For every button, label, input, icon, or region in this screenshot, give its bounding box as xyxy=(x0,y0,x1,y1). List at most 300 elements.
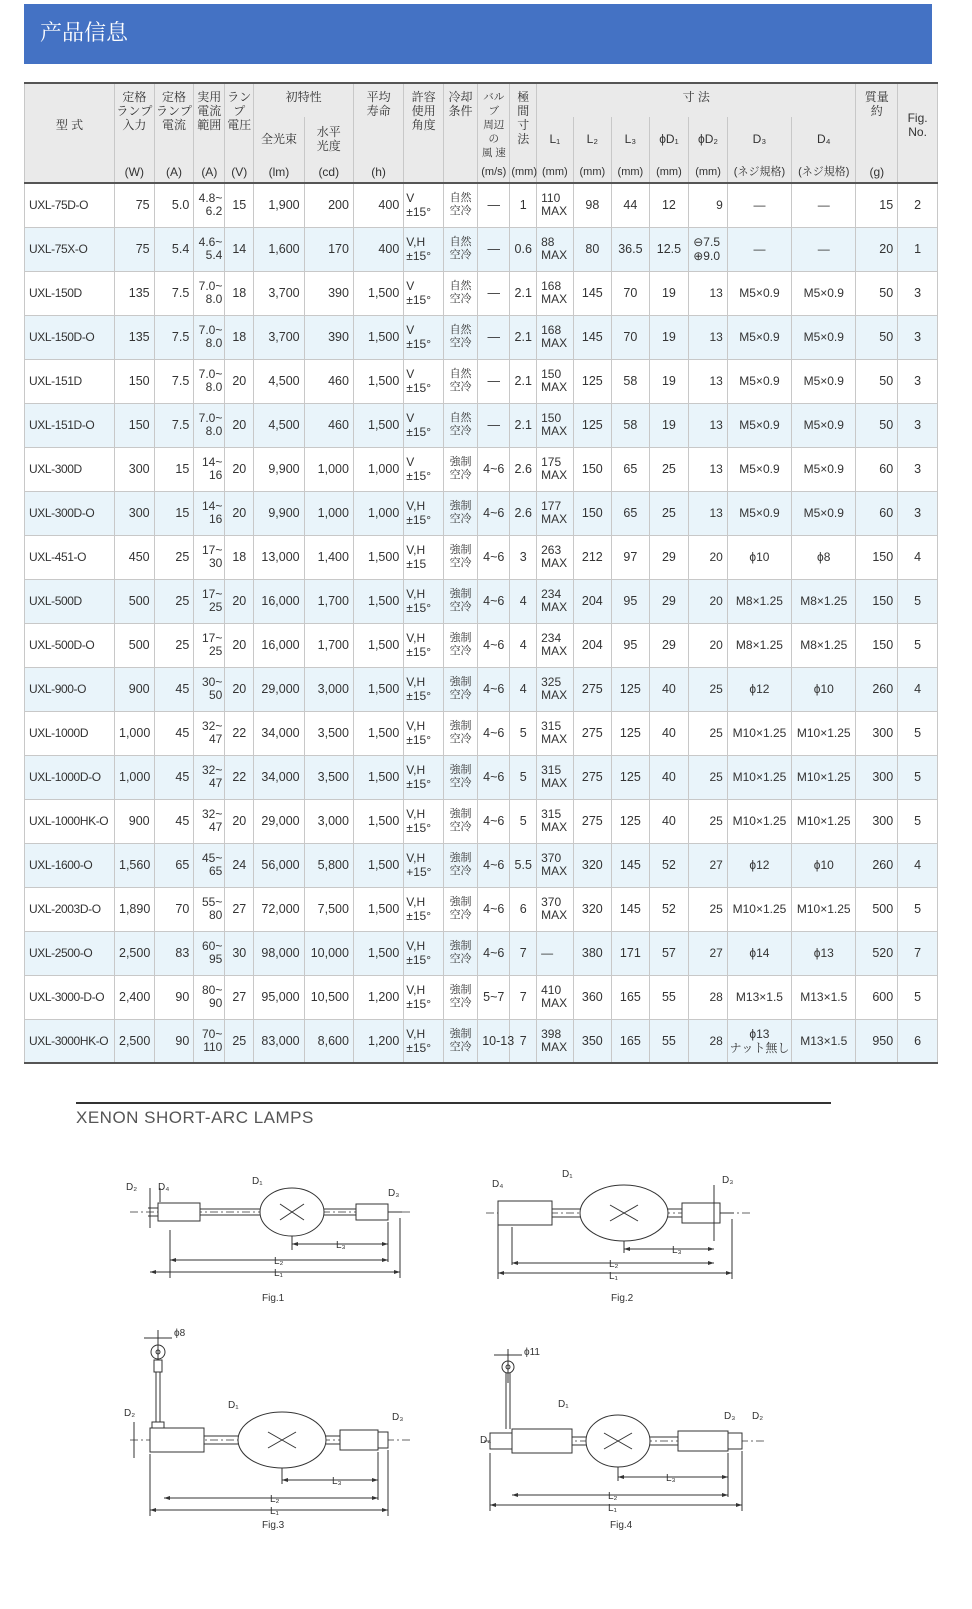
cell-gap: 4 xyxy=(510,579,537,623)
table-row xyxy=(25,931,938,975)
cell-mass: 15 xyxy=(856,183,898,227)
cell-L2: 212 xyxy=(573,535,612,579)
cell-airflow: 4~6 xyxy=(478,447,510,491)
cell-rated-current: 7.5 xyxy=(154,271,194,315)
cell-current-range: 80~ 90 xyxy=(194,975,225,1019)
cell-L2: 145 xyxy=(573,271,612,315)
table-row xyxy=(25,799,938,843)
cell-model: UXL-75D-O xyxy=(25,183,115,227)
cell-voltage: 25 xyxy=(225,1019,254,1063)
cell-D1: 19 xyxy=(649,359,689,403)
cell-gap: 4 xyxy=(510,667,537,711)
cell-L1: 168 MAX xyxy=(537,271,573,315)
cell-cooling: 自然 空冷 xyxy=(443,403,477,447)
cell-rated-input: 1,000 xyxy=(115,755,155,799)
cell-current-range: 7.0~ 8.0 xyxy=(194,271,225,315)
cell-L3: 125 xyxy=(612,711,650,755)
cell-flux: 3,700 xyxy=(254,315,304,359)
cell-mass: 150 xyxy=(856,579,898,623)
cell-L2: 125 xyxy=(573,359,612,403)
page-banner xyxy=(24,4,932,64)
cell-cooling: 強制 空冷 xyxy=(443,711,477,755)
table-row xyxy=(25,403,938,447)
cell-L1: 325 MAX xyxy=(537,667,573,711)
cell-voltage: 20 xyxy=(225,403,254,447)
cell-model: UXL-3000HK-O xyxy=(25,1019,115,1063)
cell-intensity: 10,000 xyxy=(304,931,353,975)
cell-L2: 320 xyxy=(573,843,612,887)
cell-angle: V ±15° xyxy=(404,271,444,315)
header-current-range: 実用 電流 範囲 xyxy=(194,83,225,161)
cell-gap: 2.6 xyxy=(510,491,537,535)
cell-flux: 98,000 xyxy=(254,931,304,975)
cell-gap: 7 xyxy=(510,931,537,975)
cell-cooling: 強制 空冷 xyxy=(443,755,477,799)
cell-D1: 40 xyxy=(649,711,689,755)
cell-gap: 5 xyxy=(510,755,537,799)
header-airflow: バルブ 周辺の 風 速 xyxy=(478,83,510,161)
header-unit: (V) xyxy=(225,161,254,183)
cell-current-range: 17~ 25 xyxy=(194,579,225,623)
cell-gap: 3 xyxy=(510,535,537,579)
cell-D3: ϕ14 xyxy=(727,931,791,975)
cell-rated-input: 300 xyxy=(115,447,155,491)
cell-flux: 83,000 xyxy=(254,1019,304,1063)
cell-D4: M5×0.9 xyxy=(792,403,856,447)
cell-model: UXL-150D-O xyxy=(25,315,115,359)
cell-fig: 5 xyxy=(898,975,938,1019)
cell-angle: V ±15° xyxy=(404,447,444,491)
cell-D3: — xyxy=(727,227,791,271)
cell-L3: 165 xyxy=(612,975,650,1019)
cell-cooling: 強制 空冷 xyxy=(443,667,477,711)
cell-airflow: 4~6 xyxy=(478,887,510,931)
cell-intensity: 8,600 xyxy=(304,1019,353,1063)
cell-rated-input: 75 xyxy=(115,227,155,271)
cell-rated-current: 45 xyxy=(154,667,194,711)
cell-L3: 58 xyxy=(612,403,650,447)
cell-gap: 5.5 xyxy=(510,843,537,887)
cell-airflow: — xyxy=(478,271,510,315)
cell-intensity: 3,000 xyxy=(304,799,353,843)
cell-rated-current: 5.0 xyxy=(154,183,194,227)
cell-D4: M13×1.5 xyxy=(792,975,856,1019)
cell-L3: 36.5 xyxy=(612,227,650,271)
cell-mass: 20 xyxy=(856,227,898,271)
cell-D3: M13×1.5 xyxy=(727,975,791,1019)
cell-D4: M5×0.9 xyxy=(792,271,856,315)
cell-life: 1,000 xyxy=(353,491,403,535)
cell-life: 1,200 xyxy=(353,975,403,1019)
cell-current-range: 32~ 47 xyxy=(194,799,225,843)
cell-D1: 40 xyxy=(649,755,689,799)
cell-L2: 150 xyxy=(573,491,612,535)
cell-gap: 0.6 xyxy=(510,227,537,271)
cell-rated-current: 45 xyxy=(154,711,194,755)
cell-D1: 55 xyxy=(649,1019,689,1063)
cell-voltage: 20 xyxy=(225,447,254,491)
cell-angle: V,H ±15° xyxy=(404,1019,444,1063)
cell-life: 400 xyxy=(353,227,403,271)
cell-cooling: 自然 空冷 xyxy=(443,315,477,359)
cell-model: UXL-300D xyxy=(25,447,115,491)
fig2-label-L1: L₁ xyxy=(609,1271,618,1282)
cell-L2: 275 xyxy=(573,799,612,843)
cell-D3: ϕ10 xyxy=(727,535,791,579)
cell-flux: 29,000 xyxy=(254,667,304,711)
header-intensity: 水平 光度 xyxy=(304,117,353,161)
cell-D4: M10×1.25 xyxy=(792,711,856,755)
table-row xyxy=(25,579,938,623)
cell-D1: 57 xyxy=(649,931,689,975)
cell-rated-input: 300 xyxy=(115,491,155,535)
cell-rated-input: 2,400 xyxy=(115,975,155,1019)
cell-L1: 398 MAX xyxy=(537,1019,573,1063)
fig2-label-L2: L₂ xyxy=(609,1259,619,1270)
fig1-label-D2: D₂ xyxy=(126,1182,138,1193)
cell-fig: 5 xyxy=(898,755,938,799)
cell-airflow: 4~6 xyxy=(478,711,510,755)
cell-airflow: — xyxy=(478,183,510,227)
cell-cooling: 強制 空冷 xyxy=(443,843,477,887)
cell-voltage: 22 xyxy=(225,711,254,755)
cell-fig: 5 xyxy=(898,887,938,931)
cell-mass: 300 xyxy=(856,711,898,755)
cell-L3: 58 xyxy=(612,359,650,403)
cell-L1: 234 MAX xyxy=(537,579,573,623)
cell-angle: V,H ±15 xyxy=(404,535,444,579)
header-unit: (mm) xyxy=(612,161,650,183)
header-life: 平均 寿命 xyxy=(353,83,403,161)
fig4-label-L3: L₃ xyxy=(666,1473,676,1484)
cell-L1: 234 MAX xyxy=(537,623,573,667)
cell-D2: 9 xyxy=(689,183,728,227)
section-divider xyxy=(76,1102,831,1104)
header-angle: 許容 使用 角度 xyxy=(404,83,444,161)
cell-voltage: 20 xyxy=(225,799,254,843)
fig2-caption: Fig.2 xyxy=(611,1293,634,1304)
cell-D4: M10×1.25 xyxy=(792,755,856,799)
cell-flux: 1,900 xyxy=(254,183,304,227)
cell-life: 1,500 xyxy=(353,799,403,843)
header-unit: (mm) xyxy=(649,161,689,183)
cell-airflow: 5~7 xyxy=(478,975,510,1019)
cell-D4: — xyxy=(792,227,856,271)
header-D1: ϕD₁ xyxy=(649,117,689,161)
cell-rated-input: 2,500 xyxy=(115,1019,155,1063)
cell-current-range: 7.0~ 8.0 xyxy=(194,403,225,447)
header-unit: (cd) xyxy=(304,161,353,183)
cell-mass: 260 xyxy=(856,843,898,887)
fig3-label-L3: L₃ xyxy=(332,1476,342,1487)
cell-gap: 2.6 xyxy=(510,447,537,491)
cell-rated-current: 83 xyxy=(154,931,194,975)
cell-model: UXL-1000HK-O xyxy=(25,799,115,843)
cell-life: 1,500 xyxy=(353,667,403,711)
cell-D2: 13 xyxy=(689,491,728,535)
cell-D3: M10×1.25 xyxy=(727,799,791,843)
table-row xyxy=(25,887,938,931)
cell-L2: 98 xyxy=(573,183,612,227)
fig2-label-D1: D₁ xyxy=(562,1169,573,1180)
cell-life: 1,500 xyxy=(353,315,403,359)
cell-gap: 1 xyxy=(510,183,537,227)
cell-gap: 5 xyxy=(510,711,537,755)
cell-flux: 9,900 xyxy=(254,447,304,491)
cell-rated-current: 70 xyxy=(154,887,194,931)
cell-D4: M5×0.9 xyxy=(792,359,856,403)
cell-voltage: 20 xyxy=(225,623,254,667)
cell-life: 1,500 xyxy=(353,623,403,667)
cell-angle: V ±15° xyxy=(404,359,444,403)
cell-D3: — xyxy=(727,183,791,227)
fig1-caption: Fig.1 xyxy=(262,1293,285,1304)
cell-fig: 3 xyxy=(898,271,938,315)
cell-intensity: 1,000 xyxy=(304,447,353,491)
cell-flux: 16,000 xyxy=(254,579,304,623)
cell-rated-input: 135 xyxy=(115,315,155,359)
cell-voltage: 18 xyxy=(225,535,254,579)
cell-L3: 165 xyxy=(612,1019,650,1063)
cell-angle: V ±15° xyxy=(404,315,444,359)
header-L2: L₂ xyxy=(573,117,612,161)
cell-flux: 72,000 xyxy=(254,887,304,931)
cell-life: 1,500 xyxy=(353,843,403,887)
cell-voltage: 22 xyxy=(225,755,254,799)
cell-airflow: 4~6 xyxy=(478,491,510,535)
cell-rated-input: 900 xyxy=(115,667,155,711)
cell-D2: 25 xyxy=(689,667,728,711)
cell-current-range: 45~ 65 xyxy=(194,843,225,887)
fig1-label-D1: D₁ xyxy=(252,1176,263,1187)
cell-fig: 5 xyxy=(898,623,938,667)
cell-rated-input: 900 xyxy=(115,799,155,843)
cell-L1: 177 MAX xyxy=(537,491,573,535)
cell-D2: 13 xyxy=(689,403,728,447)
fig4-caption: Fig.4 xyxy=(610,1520,633,1531)
cell-cooling: 強制 空冷 xyxy=(443,491,477,535)
fig2-diagram xyxy=(484,1165,754,1290)
cell-D1: 55 xyxy=(649,975,689,1019)
header-unit-empty xyxy=(443,161,477,183)
cell-D2: 20 xyxy=(689,535,728,579)
cell-rated-current: 45 xyxy=(154,799,194,843)
cell-L2: 360 xyxy=(573,975,612,1019)
spec-table xyxy=(24,82,938,1064)
cell-D2: 20 xyxy=(689,623,728,667)
fig3-label-L2: L₂ xyxy=(270,1494,280,1505)
cell-current-range: 4.8~ 6.2 xyxy=(194,183,225,227)
cell-fig: 3 xyxy=(898,315,938,359)
cell-L3: 125 xyxy=(612,755,650,799)
cell-life: 1,200 xyxy=(353,1019,403,1063)
cell-D2: 25 xyxy=(689,799,728,843)
fig1-label-L2: L₂ xyxy=(274,1256,284,1267)
fig1-label-D3: D₃ xyxy=(388,1188,400,1199)
cell-airflow: 4~6 xyxy=(478,799,510,843)
cell-D3: M10×1.25 xyxy=(727,887,791,931)
cell-fig: 4 xyxy=(898,667,938,711)
cell-rated-current: 5.4 xyxy=(154,227,194,271)
cell-gap: 2.1 xyxy=(510,359,537,403)
cell-D3: M10×1.25 xyxy=(727,755,791,799)
header-unit: (h) xyxy=(353,161,403,183)
cell-flux: 34,000 xyxy=(254,711,304,755)
cell-angle: V,H ±15° xyxy=(404,799,444,843)
cell-L2: 350 xyxy=(573,1019,612,1063)
table-row xyxy=(25,315,938,359)
cell-airflow: 4~6 xyxy=(478,843,510,887)
cell-L1: — xyxy=(537,931,573,975)
cell-D1: 52 xyxy=(649,887,689,931)
cell-D2: 13 xyxy=(689,271,728,315)
cell-L2: 275 xyxy=(573,667,612,711)
cell-D4: M5×0.9 xyxy=(792,447,856,491)
fig4-label-D3: D₃ xyxy=(724,1411,736,1422)
cell-current-range: 4.6~ 5.4 xyxy=(194,227,225,271)
cell-L3: 125 xyxy=(612,667,650,711)
cell-D1: 29 xyxy=(649,623,689,667)
cell-D3: M5×0.9 xyxy=(727,271,791,315)
cell-D1: 40 xyxy=(649,667,689,711)
cell-life: 1,500 xyxy=(353,887,403,931)
cell-angle: V,H ±15° xyxy=(404,887,444,931)
cell-D2: 27 xyxy=(689,931,728,975)
table-row xyxy=(25,227,938,271)
cell-L2: 80 xyxy=(573,227,612,271)
cell-fig: 5 xyxy=(898,799,938,843)
cell-D2: 13 xyxy=(689,315,728,359)
header-unit: (A) xyxy=(194,161,225,183)
cell-rated-input: 135 xyxy=(115,271,155,315)
cell-cooling: 自然 空冷 xyxy=(443,183,477,227)
cell-flux: 9,900 xyxy=(254,491,304,535)
table-body xyxy=(25,183,938,1063)
header-D2: ϕD₂ xyxy=(689,117,728,161)
header-unit: (mm) xyxy=(573,161,612,183)
cell-D1: 19 xyxy=(649,271,689,315)
cell-life: 1,500 xyxy=(353,271,403,315)
cell-angle: V,H ±15° xyxy=(404,711,444,755)
cell-L2: 150 xyxy=(573,447,612,491)
cell-rated-current: 65 xyxy=(154,843,194,887)
cell-D1: 40 xyxy=(649,799,689,843)
cell-current-range: 60~ 95 xyxy=(194,931,225,975)
cell-gap: 5 xyxy=(510,799,537,843)
cell-life: 400 xyxy=(353,183,403,227)
cell-life: 1,500 xyxy=(353,755,403,799)
cell-mass: 60 xyxy=(856,491,898,535)
cell-angle: V,H ±15° xyxy=(404,227,444,271)
cell-gap: 4 xyxy=(510,623,537,667)
cell-D3: M5×0.9 xyxy=(727,491,791,535)
header-unit: (mm) xyxy=(510,161,537,183)
cell-rated-input: 500 xyxy=(115,623,155,667)
header-unit: (ネジ規格) xyxy=(727,161,791,183)
cell-airflow: 4~6 xyxy=(478,931,510,975)
cell-L1: 370 MAX xyxy=(537,887,573,931)
cell-voltage: 18 xyxy=(225,271,254,315)
cell-rated-input: 150 xyxy=(115,403,155,447)
header-fig-no: Fig. No. xyxy=(898,83,938,161)
cell-cooling: 強制 空冷 xyxy=(443,975,477,1019)
fig4-label-L2: L₂ xyxy=(608,1491,618,1502)
cell-voltage: 30 xyxy=(225,931,254,975)
cell-rated-input: 1,000 xyxy=(115,711,155,755)
cell-mass: 300 xyxy=(856,799,898,843)
cell-L3: 125 xyxy=(612,799,650,843)
table-row xyxy=(25,1019,938,1063)
table-row xyxy=(25,359,938,403)
cell-airflow: — xyxy=(478,227,510,271)
cell-D2: 13 xyxy=(689,447,728,491)
cell-D3: M8×1.25 xyxy=(727,579,791,623)
fig1-label-L3: L₃ xyxy=(336,1240,346,1251)
header-cooling: 冷却 条件 xyxy=(443,83,477,161)
cell-L1: 263 MAX xyxy=(537,535,573,579)
cell-D4: M10×1.25 xyxy=(792,887,856,931)
cell-cooling: 強制 空冷 xyxy=(443,887,477,931)
cell-current-range: 70~ 110 xyxy=(194,1019,225,1063)
fig1-label-L1: L₁ xyxy=(274,1268,283,1279)
cell-mass: 50 xyxy=(856,403,898,447)
cell-gap: 7 xyxy=(510,975,537,1019)
fig3-label-phi: ϕ8 xyxy=(174,1328,186,1339)
cell-intensity: 3,000 xyxy=(304,667,353,711)
fig3-caption: Fig.3 xyxy=(262,1520,285,1531)
header-unit: (lm) xyxy=(254,161,304,183)
cell-D1: 29 xyxy=(649,579,689,623)
cell-voltage: 24 xyxy=(225,843,254,887)
cell-cooling: 自然 空冷 xyxy=(443,227,477,271)
cell-fig: 3 xyxy=(898,447,938,491)
cell-rated-current: 7.5 xyxy=(154,403,194,447)
cell-airflow: — xyxy=(478,315,510,359)
cell-angle: V,H +15° xyxy=(404,843,444,887)
cell-intensity: 1,400 xyxy=(304,535,353,579)
header-unit-empty xyxy=(25,161,115,183)
cell-D3: M5×0.9 xyxy=(727,447,791,491)
cell-D4: M8×1.25 xyxy=(792,579,856,623)
cell-life: 1,500 xyxy=(353,535,403,579)
cell-flux: 56,000 xyxy=(254,843,304,887)
cell-D3: M5×0.9 xyxy=(727,403,791,447)
cell-L3: 65 xyxy=(612,491,650,535)
cell-life: 1,000 xyxy=(353,447,403,491)
cell-L3: 70 xyxy=(612,315,650,359)
cell-life: 1,500 xyxy=(353,359,403,403)
header-lamp-voltage: ランプ 電圧 xyxy=(225,83,254,161)
fig4-label-D4: D₄ xyxy=(480,1435,492,1446)
cell-L3: 95 xyxy=(612,623,650,667)
table-row xyxy=(25,491,938,535)
cell-flux: 34,000 xyxy=(254,755,304,799)
cell-D2: 25 xyxy=(689,755,728,799)
cell-D4: M10×1.25 xyxy=(792,799,856,843)
cell-angle: V,H ±15° xyxy=(404,667,444,711)
cell-D3: M5×0.9 xyxy=(727,315,791,359)
cell-intensity: 1,700 xyxy=(304,623,353,667)
cell-mass: 500 xyxy=(856,887,898,931)
cell-current-range: 7.0~ 8.0 xyxy=(194,315,225,359)
fig4-label-D1: D₁ xyxy=(558,1399,569,1410)
cell-cooling: 強制 空冷 xyxy=(443,535,477,579)
header-unit: (W) xyxy=(115,161,155,183)
cell-rated-input: 450 xyxy=(115,535,155,579)
cell-L1: 150 MAX xyxy=(537,359,573,403)
cell-rated-current: 25 xyxy=(154,623,194,667)
cell-D2: ⊖7.5 ⊕9.0 xyxy=(689,227,728,271)
